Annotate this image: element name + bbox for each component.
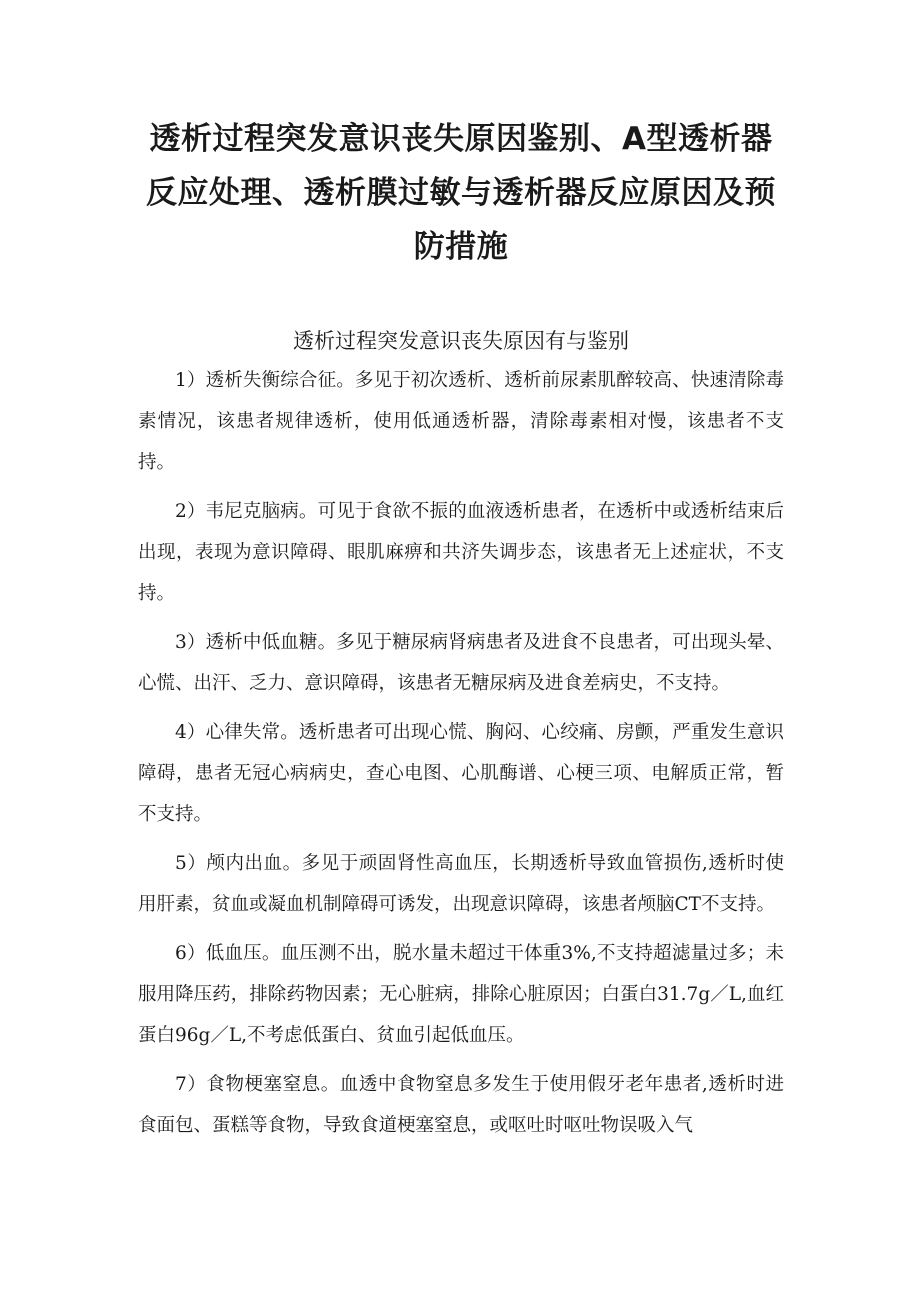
- section-heading: 透析过程突发意识丧失原因有与鉴别: [293, 329, 629, 353]
- paragraph-3: 3）透析中低血糖。多见于糖尿病肾病患者及进食不良患者，可出现头晕、心慌、出汗、乏力、意识障碍，该患者无糖尿病及进食差病史，不支持。: [138, 632, 784, 694]
- paragraph-6: 6）低血压。血压测不出，脱水量未超过干体重3%,不支持超滤量过多；未服用降压药，排除药物因素；无心脏病，排除心脏原因；白蛋白31.7g／L,血红蛋白96g／L,不考虑低蛋白、贫血引起低血压。: [138, 943, 784, 1046]
- paragraph-4: 4）心律失常。透析患者可出现心慌、胸闷、心绞痛、房颤，严重发生意识障碍，患者无冠心病病史，查心电图、心肌酶谱、心梗三项、电解质正常，暂不支持。: [138, 722, 784, 825]
- paragraph-2: 2）韦尼克脑病。可见于食欲不振的血液透析患者，在透析中或透析结束后出现，表现为意识障碍、眼肌麻痹和共济失调步态，该患者无上述症状，不支持。: [138, 501, 784, 604]
- paragraph-1: 1）透析失衡综合征。多见于初次透析、透析前尿素肌醉较高、快速清除毒素情况，该患者规律透析，使用低通透析器，清除毒素相对慢，该患者不支持。: [138, 370, 784, 473]
- paragraph-7: 7）食物梗塞窒息。血透中食物窒息多发生于使用假牙老年患者,透析时进食面包、蛋糕等食物，导致食道梗塞窒息，或呕吐时呕吐物误吸入气: [138, 1074, 784, 1136]
- document-title: 透析过程突发意识丧失原因鉴别、A型透析器反应处理、透析膜过敏与透析器反应原因及预防措施: [146, 121, 776, 265]
- paragraph-5: 5）颅内出血。多见于顽固肾性高血压，长期透析导致血管损伤,透析时使用肝素，贫血或凝血机制障碍可诱发，出现意识障碍，该患者颅脑CT不支持。: [138, 853, 784, 915]
